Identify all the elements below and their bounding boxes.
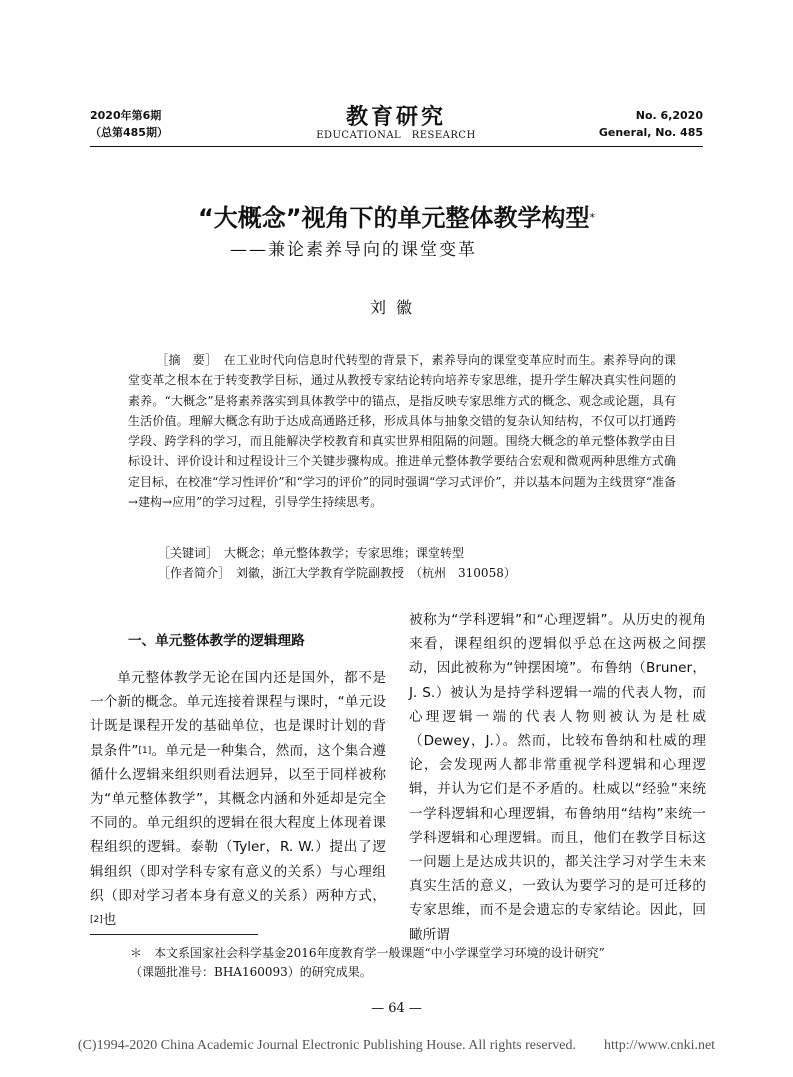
keywords-label: ［关键词］ bbox=[158, 546, 213, 560]
abstract bbox=[128, 350, 676, 512]
journal-title-cn: 教育研究 bbox=[345, 104, 446, 130]
issue-info bbox=[90, 107, 168, 141]
left-paragraph-part2: 。单元是一种集合，然而，这个集合遵循什么逻辑来组织则看法迥异，以至于同样被称为“单元整体教学”，其概念内涵和外延却是完全不同的。单元组织的逻辑在很大程度上体现着课程组织的逻辑。泰勒（Tyler，R. W.）提出了逻辑组织（即对学科专家有意义的关系）与心理组织（即对学习者本身有意义的关系）两种方式， bbox=[90, 742, 387, 904]
citation-1: [1] bbox=[138, 745, 152, 756]
author-info-text: 刘徽，浙江大学教育学院副教授 （杭州 310058） bbox=[236, 566, 516, 580]
article-title bbox=[60, 202, 733, 234]
section-heading: 一、单元整体教学的逻辑理路 bbox=[128, 633, 305, 649]
footnote-rule bbox=[90, 934, 258, 935]
footnote-line-1: ＊ 本文系国家社会科学基金2016年度教育学一般课题“中小学课堂学习环境的设计研究” bbox=[130, 946, 605, 960]
left-column-paragraph bbox=[90, 666, 386, 932]
right-column-paragraph: 被称为“学科逻辑”和“心理逻辑”。从历史的视角来看，课程组织的逻辑似乎总在这两极之间摆动，因此被称为“钟摆困境”。布鲁纳（Bruner，J. S.）被认为是持学科逻辑一端的代表人物，而心理逻辑一端的代表人物则被认为是杜威（Dewey，J.）。然而，比较布鲁纳和杜威的理论，会发现两人都非常重视学科逻辑和心理逻辑，并认为它们是不矛盾的。杜威以“经验”来统一学科逻辑和心理逻辑，布鲁纳用“结构”来统一学科逻辑和心理逻辑。而且，他们在教学目标这一问题上是达成共识的，都关注学习对学生未来真实生活的意义，一致认为要学习的是可迁移的专家思维，而不是会遗忘的专家结论。因此，回瞰所谓 bbox=[409, 612, 706, 943]
article-title-text: “大概念”视角下的单元整体教学构型 bbox=[197, 204, 590, 232]
issue-number: 2020年第6期 bbox=[90, 109, 162, 122]
header-rule bbox=[90, 146, 703, 147]
copyright-notice: (C)1994-2020 China Academic Journal Electronic Publishing House. All rights reserved. http://www.cnki.net bbox=[77, 1038, 716, 1053]
author-info-label: ［作者简介］ bbox=[158, 566, 225, 580]
left-paragraph-part1: 单元整体教学无论在国内还是国外，都不是一个新的概念。单元连接着课程与课时，“单元设计既是课程开发的基础单位，也是课时计划的背景条件” bbox=[90, 670, 386, 759]
issue-total: （总第485期） bbox=[90, 126, 168, 139]
title-footnote-mark: * bbox=[589, 211, 596, 224]
issue-info-en bbox=[560, 107, 703, 141]
keywords bbox=[158, 543, 678, 563]
footnote-line-2: （课题批准号：BHA160093）的研究成果。 bbox=[130, 965, 372, 979]
left-paragraph-part3: 也 bbox=[102, 912, 117, 929]
abstract-label: ［摘 要］ bbox=[156, 353, 212, 367]
issue-number-en: No. 6,2020 bbox=[635, 109, 703, 122]
issue-general-en: General, No. 485 bbox=[598, 126, 703, 139]
article-subtitle: ——兼论素养导向的课堂变革 bbox=[230, 240, 477, 260]
keywords-text: 大概念；单元整体教学；专家思维；课堂转型 bbox=[224, 546, 465, 560]
abstract-text: 在工业时代向信息时代转型的背景下，素养导向的课堂变革应时而生。素养导向的课堂变革之根本在于转变教学目标，通过从教授专家结论转向培养专家思维，提升学生解决真实性问题的素养。“大概念”是将素养落实到具体教学中的锚点，是指反映专家思维方式的概念、观念或论题，具有生活价值。理解大概念有助于达成高通路迁移，形成具体与抽象交错的复杂认知结构，不仅可以打通跨学段、跨学科的学习，而且能解决学校教育和真实世界相阻隔的问题。围绕大概念的单元整体教学由目标设计、评价设计和过程设计三个关键步骤构成。推进单元整体教学要结合宏观和微观两种思维方式确定目标，在校准“学习性评价”和“学习的评价”的同时强调“学习式评价”，并以基本问题为主线贯穿“准备→建构→应用”的学习过程，引导学生持续思考。 bbox=[128, 353, 676, 510]
footnote bbox=[90, 944, 710, 982]
page-number: — 64 — bbox=[371, 1001, 422, 1016]
article-author: 刘徽 bbox=[369, 298, 422, 317]
journal-title-en: EDUCATIONAL RESEARCH bbox=[316, 130, 476, 141]
citation-2: [2] bbox=[90, 915, 103, 926]
author-info bbox=[158, 563, 678, 583]
